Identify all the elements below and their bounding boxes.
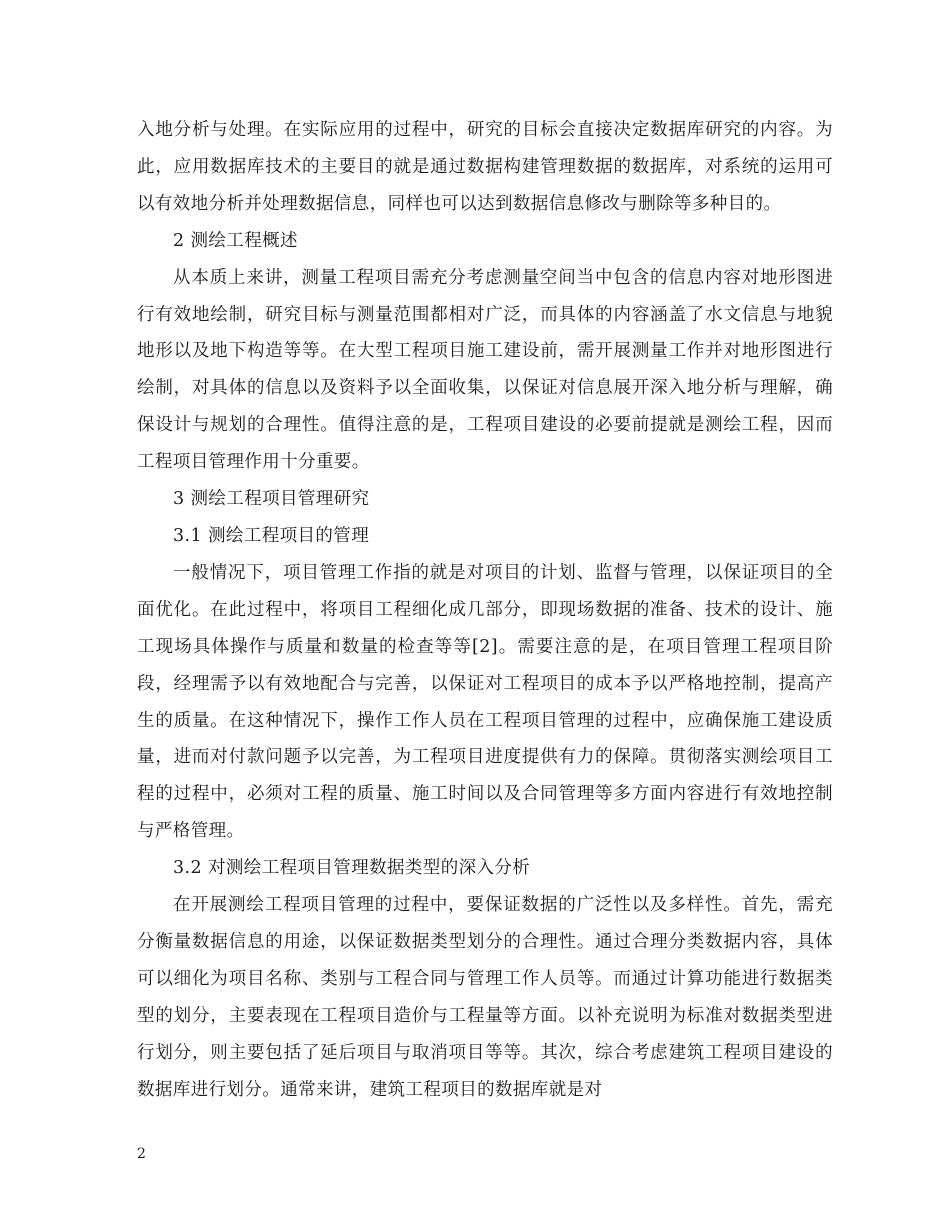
section-heading-3: 3 测绘工程项目管理研究 bbox=[173, 489, 370, 510]
page-number: 2 bbox=[137, 1146, 146, 1162]
paragraph: 在开展测绘工程项目管理的过程中，要保证数据的广泛性以及多样性。首先，需充分衡量数据信息的用途，以保证数据类型划分的合理性。通过合理分类数据内容，具体可以细化为项目名称、类别与工程合同与管理工作人员等。而通过计算功能进行数据类型的划分，主要表现在工程项目造价与工程量等方面。以补充说明为标准对数据类型进行划分，则主要包括了延后项目与取消项目等等。其次，综合考虑建筑工程项目建设的数据库进行划分。通常来讲，建筑工程项目的数据库就是对 bbox=[137, 895, 833, 1100]
paragraph: 从本质上来讲，测量工程项目需充分考虑测量空间当中包含的信息内容对地形图进行有效地绘制，研究目标与测量范围都相对广泛，而具体的内容涵盖了水文信息与地貌地形以及地下构造等等。在大型工程项目施工建设前，需开展测量工作并对地形图进行绘制，对具体的信息以及资料予以全面收集，以保证对信息展开深入地分析与理解，确保设计与规划的合理性。值得注意的是，工程项目建设的必要前提就是测绘工程，因而工程项目管理作用十分重要。 bbox=[137, 267, 833, 473]
document-body bbox=[137, 112, 833, 1108]
subsection-heading-3-2: 3.2 对测绘工程项目管理数据类型的深入分析 bbox=[173, 858, 531, 879]
paragraph: 一般情况下，项目管理工作指的就是对项目的计划、监督与管理，以保证项目的全面优化。在此过程中，将项目工程细化成几部分，即现场数据的准备、技术的设计、施工现场具体操作与质量和数量的检查等等[2]。需要注意的是，在项目管理工程项目阶段，经理需予以有效地配合与完善，以保证对工程项目的成本予以严格地控制，提高产生的质量。在这种情况下，操作工作人员在工程项目管理的过程中，应确保施工建设质量，进而对付款问题予以完善，为工程项目进度提供有力的保障。贯彻落实测绘项目工程的过程中，必须对工程的质量、施工时间以及合同管理等多方面内容进行有效地控制与严格管理。 bbox=[137, 562, 833, 842]
subsection-heading-3-1: 3.1 测绘工程项目的管理 bbox=[173, 525, 370, 546]
section-heading-2: 2 测绘工程概述 bbox=[173, 230, 298, 251]
paragraph-continuation: 入地分析与处理。在实际应用的过程中，研究的目标会直接决定数据库研究的内容。为此，应用数据库技术的主要目的就是通过数据构建管理数据的数据库，对系统的运用可以有效地分析并处理数据信息，同样也可以达到数据信息修改与删除等多种目的。 bbox=[137, 120, 833, 214]
